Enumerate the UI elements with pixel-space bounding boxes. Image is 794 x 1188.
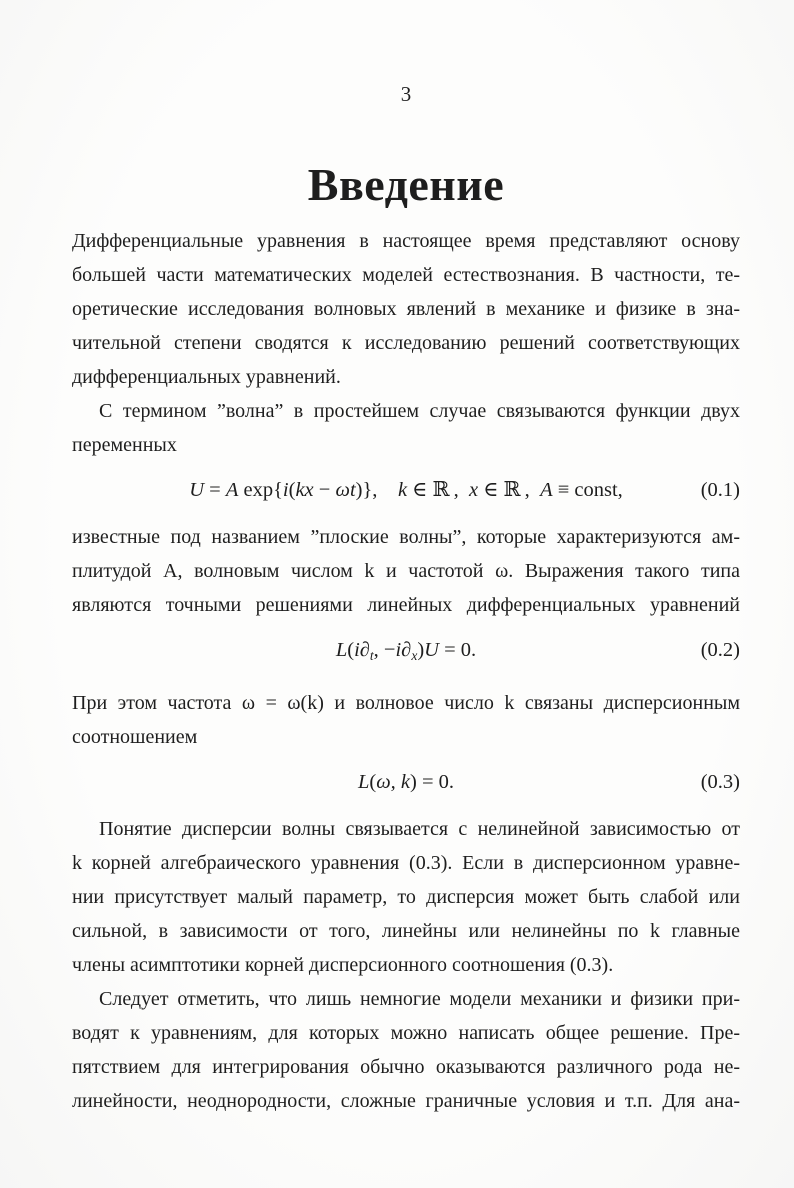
text-line: пятствием для интегрирования обычно оказываются различного рода не- — [72, 1055, 740, 1078]
equation-0-1 — [72, 472, 740, 508]
text-line: соотношением — [72, 725, 198, 748]
text-line: чительной степени сводятся к исследованию решений соответствующих — [72, 332, 740, 354]
text-line: линейности, неоднородности, сложные граничные условия и т.п. Для ана- — [72, 1089, 740, 1112]
equation-0-2 — [72, 632, 740, 674]
equation-body: U = A exp{i(kx − ωt)}, k ∈ ℝ , x ∈ ℝ , A ≡ const, — [189, 479, 623, 501]
text-line: плитудой A, волновым числом k и частотой ω. Выражения такого типа — [72, 560, 740, 582]
equation-0-3 — [72, 764, 740, 800]
text-line: Следует отметить, что лишь немногие модели механики и физики при- — [99, 987, 740, 1010]
page-number: 3 — [400, 82, 412, 106]
text-line: С термином ”волна” в простейшем случае связываются функции двух — [99, 400, 740, 422]
text-line: Понятие дисперсии волны связывается с нелинейной зависимостью от — [99, 817, 740, 840]
body-text — [72, 224, 740, 1118]
equation-number: (0.2) — [700, 639, 740, 661]
text-line: известные под названием ”плоские волны”, которые характеризуются ам- — [72, 526, 740, 548]
text-line: нии присутствует малый параметр, то дисперсия может быть слабой или — [72, 885, 740, 908]
equation-number: (0.1) — [700, 479, 740, 501]
paragraph-4 — [72, 686, 740, 754]
paragraph-6 — [72, 982, 740, 1118]
equation-body: L(ω, k) = 0. — [357, 770, 455, 793]
paragraph-3 — [72, 520, 740, 622]
text-line: Дифференциальные уравнения в настоящее время представляют основу — [72, 230, 740, 252]
text-line: При этом частота ω = ω(k) и волновое число k связаны дисперсионным — [72, 691, 740, 714]
text-line: переменных — [72, 434, 177, 456]
equation-body: L(i∂t, −i∂x)U = 0. — [335, 639, 477, 663]
paragraph-2 — [72, 394, 740, 462]
text-line: являются точными решениями линейных дифференциальных уравнений — [72, 594, 740, 616]
text-line: водят к уравнениям, для которых можно написать общее решение. Пре- — [72, 1021, 740, 1044]
text-line: большей части математических моделей естествознания. В частности, те- — [72, 264, 740, 286]
paragraph-5 — [72, 812, 740, 982]
text-line: оретические исследования волновых явлений в механике и физике в зна- — [72, 298, 740, 320]
paragraph-1 — [72, 224, 740, 394]
chapter-title: Введение — [307, 158, 505, 210]
text-line: сильной, в зависимости от того, линейны или нелинейны по k главные — [72, 919, 740, 942]
text-line: члены асимптотики корней дисперсионного соотношения (0.3). — [72, 953, 614, 976]
text-line: дифференциальных уравнений. — [72, 366, 341, 388]
text-line: k корней алгебраического уравнения (0.3). Если в дисперсионном уравне- — [72, 851, 740, 874]
equation-number: (0.3) — [700, 770, 740, 793]
